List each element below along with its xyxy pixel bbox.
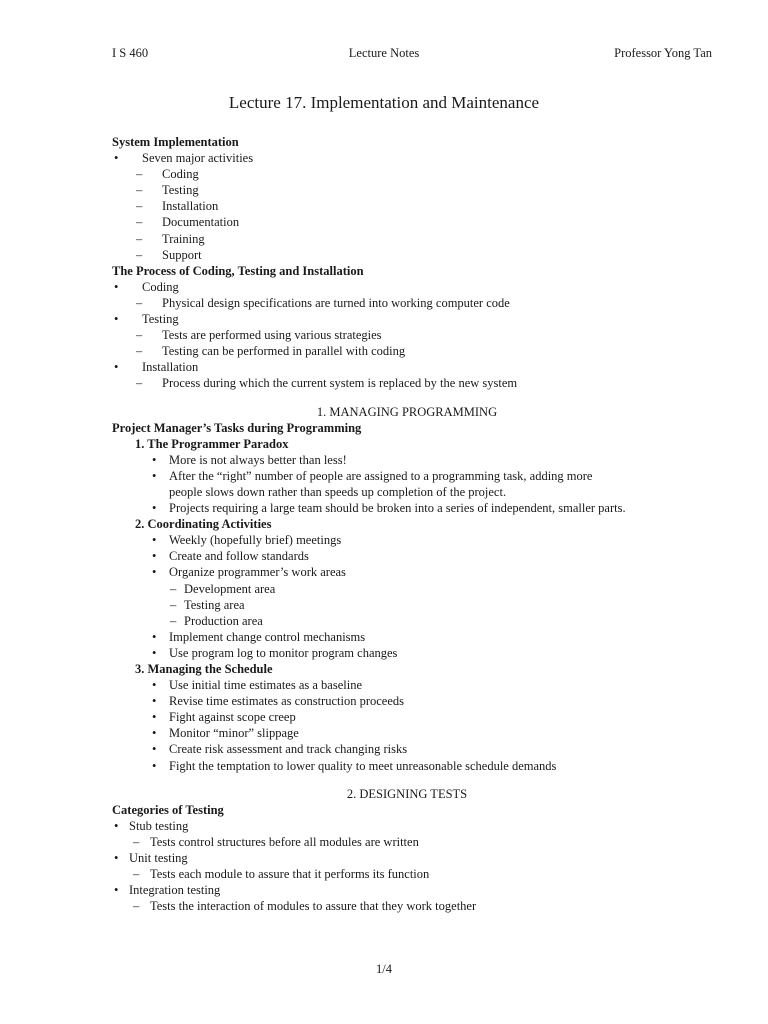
bullet-marker: • <box>152 533 157 548</box>
dash-marker: – <box>136 167 143 182</box>
bullet-marker: • <box>114 818 119 833</box>
dash-marker: – <box>136 199 143 214</box>
page-header <box>112 46 712 62</box>
dash-marker: – <box>136 344 143 359</box>
sub-list-item: – Process during which the current system is replaced by the new system <box>136 376 518 391</box>
list-item: • Weekly (hopefully brief) meetings <box>152 533 342 548</box>
list-item: • Integration testing <box>114 883 221 898</box>
bullet-marker: • <box>114 279 119 294</box>
list-item: • Unit testing <box>114 851 188 866</box>
bullet-marker: • <box>152 501 157 516</box>
dash-marker: – <box>133 899 140 914</box>
bullet-marker: • <box>152 452 157 467</box>
list-item: • Revise time estimates as construction proceeds <box>152 694 405 709</box>
dash-marker: – <box>136 247 143 262</box>
bullet-marker: • <box>114 360 119 375</box>
sub-list-item: – Production area <box>170 613 263 628</box>
subsection-title: 2. Coordinating Activities <box>135 517 272 532</box>
sub-list-item: – Development area <box>170 581 276 596</box>
sub-list-item: – Installation <box>136 199 219 214</box>
list-item: • Seven major activities <box>114 151 254 166</box>
sub-list-item: – Physical design specifications are turned into working computer code <box>136 295 510 310</box>
sub-list-item: – Testing can be performed in parallel with coding <box>136 344 406 359</box>
bullet-marker: • <box>152 758 157 773</box>
list-item: • Installation <box>114 360 199 375</box>
list-item: • Create and follow standards <box>152 549 309 564</box>
section-heading: Project Manager’s Tasks during Programming <box>112 420 362 435</box>
sub-list-item: – Documentation <box>136 215 240 230</box>
sub-list-item: – Tests are performed using various strategies <box>136 328 382 343</box>
list-item: • Monitor “minor” slippage <box>152 726 299 741</box>
list-item: • Fight against scope creep <box>152 710 296 725</box>
list-item: • Organize programmer’s work areas <box>152 565 346 580</box>
section-title: 1. MANAGING PROGRAMMING <box>316 404 498 419</box>
bullet-marker: • <box>114 312 119 327</box>
list-item: • Projects requiring a large team should be broken into a series of independent, smaller parts. <box>152 501 626 516</box>
dash-marker: – <box>136 328 143 343</box>
sub-list-item: – Tests control structures before all modules are written <box>133 834 419 849</box>
course-code: I S 460 <box>112 46 149 60</box>
list-item: • Use initial time estimates as a baseline <box>152 678 362 693</box>
sub-list-item: – Tests each module to assure that it performs its function <box>133 867 430 882</box>
sub-list-item: – Testing area <box>170 597 245 612</box>
list-item: • More is not always better than less! <box>152 452 347 467</box>
subsection-title: 3. Managing the Schedule <box>135 662 273 676</box>
list-item: • Implement change control mechanisms <box>152 629 366 644</box>
sub-list-item: – Training <box>136 231 205 246</box>
sub-list-item: – Coding <box>136 167 199 182</box>
sub-list-item: – Support <box>136 247 202 262</box>
dash-marker: – <box>133 867 140 882</box>
bullet-marker: • <box>152 742 157 757</box>
dash-marker: – <box>133 834 140 849</box>
bullet-marker: • <box>114 151 119 166</box>
bullet-marker: • <box>152 468 157 483</box>
bullet-marker: • <box>114 851 119 866</box>
dash-marker: – <box>136 295 143 310</box>
dash-marker: – <box>136 376 143 391</box>
section-heading: The Process of Coding, Testing and Installation <box>112 263 364 278</box>
bullet-marker: • <box>152 549 157 564</box>
list-item: • Use program log to monitor program changes <box>152 645 398 660</box>
dash-marker: – <box>136 215 143 230</box>
sub-list-item: – Tests the interaction of modules to assure that they work together <box>133 899 477 914</box>
sub-list-item: – Testing <box>136 183 199 198</box>
bullet-marker: • <box>152 694 157 709</box>
page-number: 1/4 <box>376 962 392 976</box>
list-item: • Create risk assessment and track changing risks <box>152 742 408 757</box>
list-item-continuation: people slows down rather than speeds up completion of the project. <box>169 484 507 499</box>
list-item: • After the “right” number of people are assigned to a programming task, adding more <box>152 468 593 483</box>
subsection-title: 1. The Programmer Paradox <box>135 436 289 451</box>
bullet-marker: • <box>152 629 157 644</box>
list-item: • Stub testing <box>114 818 189 833</box>
document-body <box>112 134 672 914</box>
section-heading: System Implementation <box>112 135 239 149</box>
bullet-marker: • <box>152 726 157 741</box>
bullet-marker: • <box>114 883 119 898</box>
bullet-marker: • <box>152 565 157 580</box>
dash-marker: – <box>136 183 143 198</box>
page-title: Lecture 17. Implementation and Maintenance <box>228 93 540 112</box>
dash-marker: – <box>170 613 177 628</box>
list-item: • Testing <box>114 312 179 327</box>
list-item: • Coding <box>114 279 179 294</box>
bullet-marker: • <box>152 645 157 660</box>
dash-marker: – <box>136 231 143 246</box>
list-item: • Fight the temptation to lower quality to meet unreasonable schedule demands <box>152 758 557 773</box>
dash-marker: – <box>170 581 177 596</box>
dash-marker: – <box>170 597 177 612</box>
section-title: 2. DESIGNING TESTS <box>346 786 468 801</box>
bullet-marker: • <box>152 710 157 725</box>
document-type: Lecture Notes <box>348 46 420 60</box>
bullet-marker: • <box>152 678 157 693</box>
section-heading: Categories of Testing <box>112 802 224 817</box>
author-name: Professor Yong Tan <box>614 46 712 60</box>
